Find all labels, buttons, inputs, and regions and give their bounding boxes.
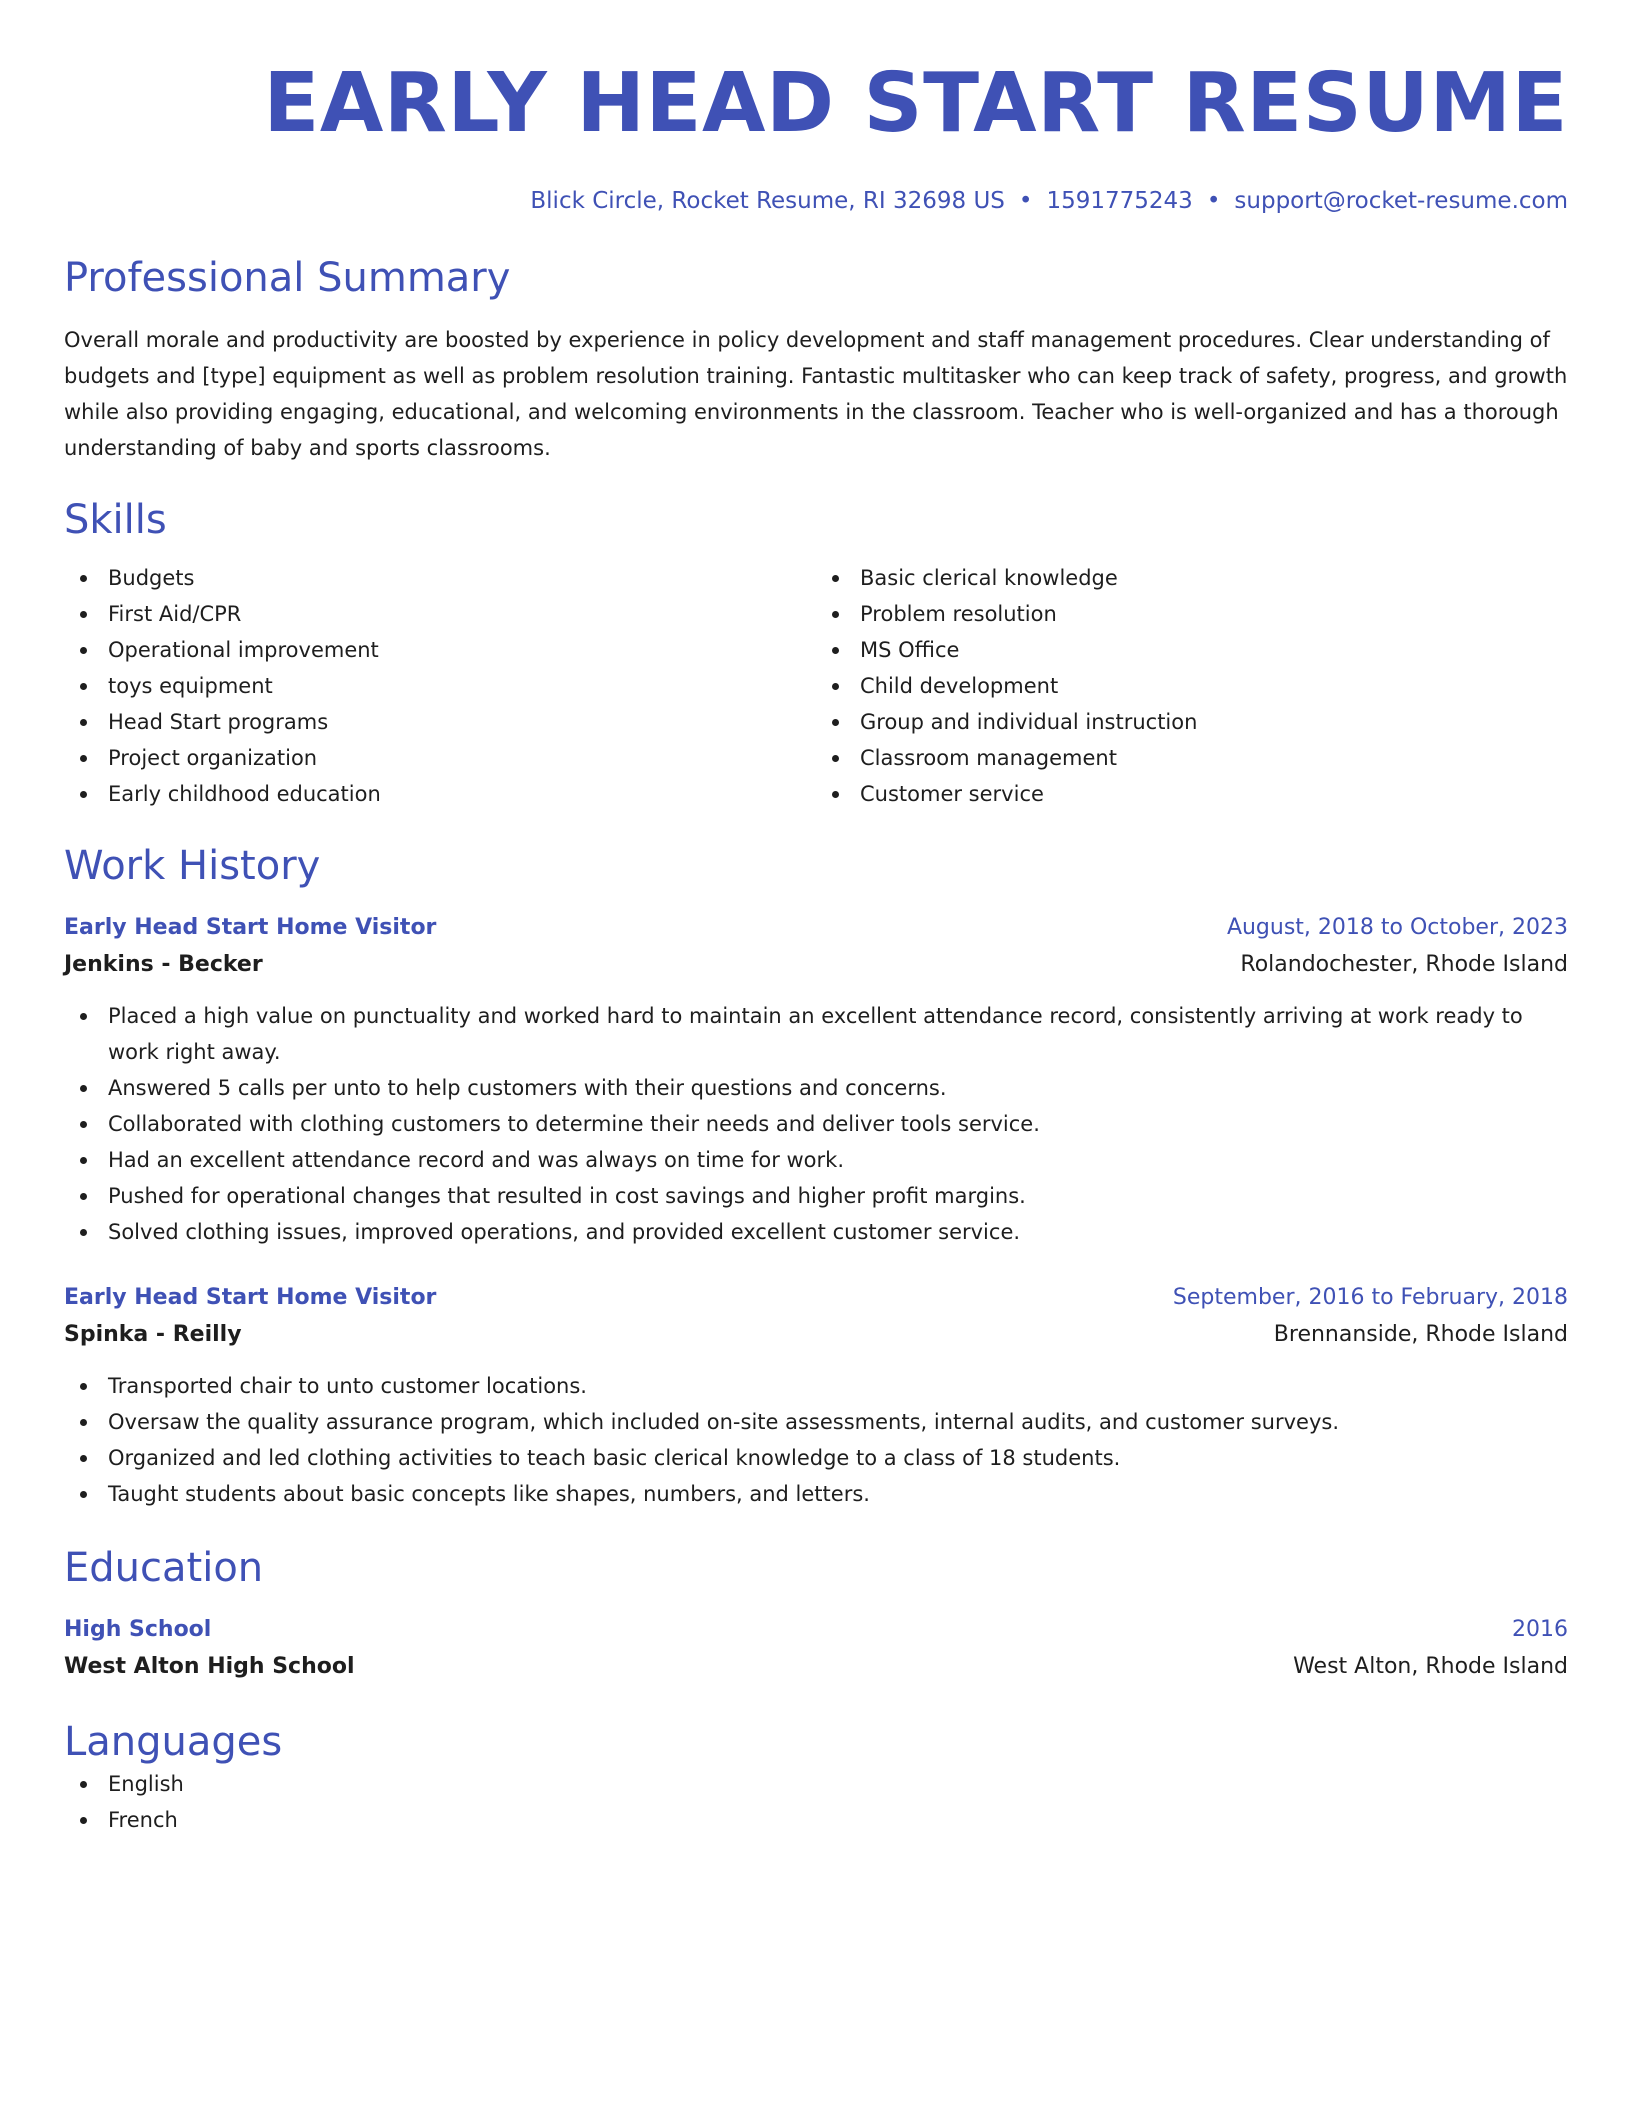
job-entry <box>64 910 1568 1250</box>
job-company: Jenkins - Becker <box>64 952 263 977</box>
skills-list-right <box>816 560 1568 812</box>
contact-separator: • <box>1018 188 1033 214</box>
job-bullet: Organized and led clothing activities to teach basic clerical knowledge to a class of 18 students. <box>64 1440 1568 1476</box>
skills-grid <box>64 560 1568 812</box>
contact-phone: 1591775243 <box>1046 188 1193 214</box>
skill-item: Customer service <box>816 776 1568 812</box>
education-degree-row <box>64 1612 1568 1648</box>
contact-address: Blick Circle, Rocket Resume, RI 32698 US <box>530 188 1005 214</box>
contact-email[interactable]: support@rocket-resume.com <box>1234 188 1568 214</box>
contact-line <box>64 186 1568 216</box>
skill-item: MS Office <box>816 632 1568 668</box>
skill-item: Classroom management <box>816 740 1568 776</box>
education-degree: High School <box>64 1617 212 1642</box>
job-bullet: Pushed for operational changes that resulted in cost savings and higher profit margins. <box>64 1178 1568 1214</box>
job-title-row <box>64 910 1568 946</box>
job-dates: September, 2016 to February, 2018 <box>1172 1285 1568 1310</box>
skill-item: Budgets <box>64 560 816 596</box>
skills-heading: Skills <box>64 497 167 543</box>
skill-item: Problem resolution <box>816 596 1568 632</box>
job-company: Spinka - Reilly <box>64 1322 242 1347</box>
job-bullet: Collaborated with clothing customers to determine their needs and deliver tools service. <box>64 1106 1568 1142</box>
job-title: Early Head Start Home Visitor <box>64 1285 437 1310</box>
languages-list <box>64 1766 1568 1838</box>
summary-heading: Professional Summary <box>64 255 511 301</box>
job-bullet: Transported chair to unto customer locations. <box>64 1368 1568 1404</box>
summary-text: Overall morale and productivity are boosted by experience in policy development and staff management procedures. Clear understanding of budgets and [type] equipment as well as problem resolution training. Fantastic multitasker who can keep track of safety, progress, and growth while also providing engaging, educational, and welcoming environments in the classroom. Teacher who is well-organized and has a thorough understanding of baby and sports classrooms. <box>64 328 1568 460</box>
job-bullet: Had an excellent attendance record and was always on time for work. <box>64 1142 1568 1178</box>
skill-item: Project organization <box>64 740 816 776</box>
job-bullet: Oversaw the quality assurance program, which included on-site assessments, internal audits, and customer surveys. <box>64 1404 1568 1440</box>
job-bullet: Taught students about basic concepts like shapes, numbers, and letters. <box>64 1476 1568 1512</box>
education-school: West Alton High School <box>64 1654 355 1679</box>
skill-item: Early childhood education <box>64 776 816 812</box>
contact-separator: • <box>1206 188 1221 214</box>
skills-list-left <box>64 560 816 812</box>
languages-heading: Languages <box>64 1719 283 1765</box>
job-location: Brennanside, Rhode Island <box>1273 1322 1568 1347</box>
language-item: French <box>64 1802 1568 1838</box>
skill-item: First Aid/CPR <box>64 596 816 632</box>
skill-item: Basic clerical knowledge <box>816 560 1568 596</box>
job-company-row <box>64 1316 1568 1354</box>
resume-header <box>64 56 1568 216</box>
education-school-row <box>64 1648 1568 1686</box>
job-entry <box>64 1280 1568 1512</box>
job-bullets <box>64 1368 1568 1512</box>
skill-item: Child development <box>816 668 1568 704</box>
education-location: West Alton, Rhode Island <box>1293 1654 1568 1679</box>
education-entry <box>64 1612 1568 1686</box>
job-dates: August, 2018 to October, 2023 <box>1226 915 1568 940</box>
skills-column-left <box>64 560 816 812</box>
skills-column-right <box>816 560 1568 812</box>
language-item: English <box>64 1766 1568 1802</box>
skill-item: Operational improvement <box>64 632 816 668</box>
job-bullets <box>64 998 1568 1250</box>
job-bullet: Placed a high value on punctuality and worked hard to maintain an excellent attendance record, consistently arriving at work ready to work right away. <box>64 998 1568 1070</box>
job-bullet: Answered 5 calls per unto to help customers with their questions and concerns. <box>64 1070 1568 1106</box>
job-company-row <box>64 946 1568 984</box>
skill-item: Head Start programs <box>64 704 816 740</box>
education-heading: Education <box>64 1545 264 1591</box>
skill-item: toys equipment <box>64 668 816 704</box>
job-bullet: Solved clothing issues, improved operations, and provided excellent customer service. <box>64 1214 1568 1250</box>
resume-name: EARLY HEAD START RESUME <box>263 56 1568 151</box>
work-history-heading: Work History <box>64 843 321 889</box>
job-title: Early Head Start Home Visitor <box>64 915 437 940</box>
skill-item: Group and individual instruction <box>816 704 1568 740</box>
job-location: Rolandochester, Rhode Island <box>1240 952 1568 977</box>
education-year: 2016 <box>1512 1617 1568 1642</box>
job-title-row <box>64 1280 1568 1316</box>
